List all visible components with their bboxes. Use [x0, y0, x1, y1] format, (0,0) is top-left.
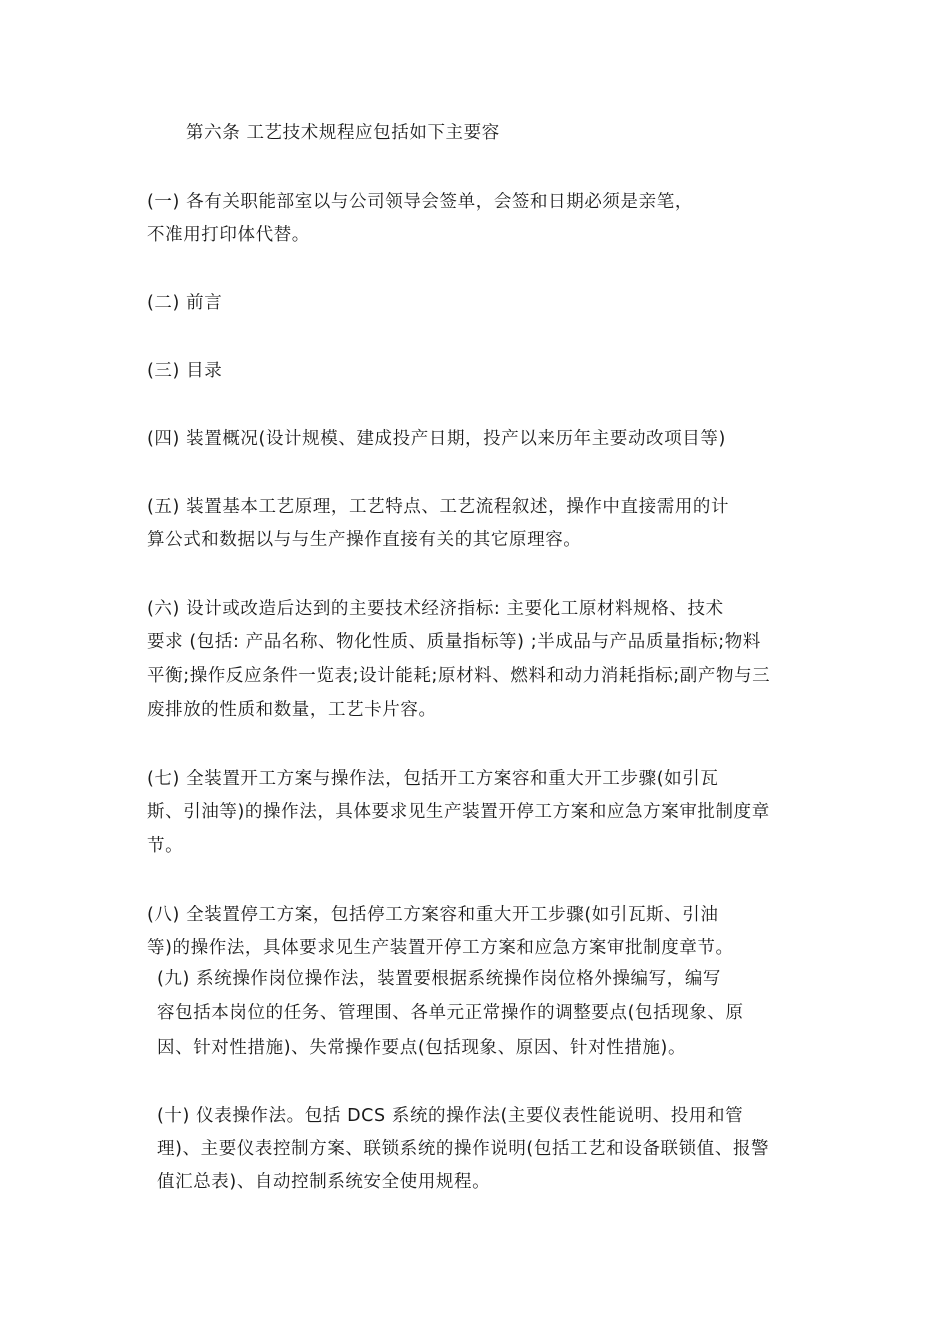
paragraph-7-line-2: 斯、引油等)的操作法，具体要求见生产装置开停工方案和应急方案审批制度章 [147, 802, 770, 822]
paragraph-9-line-1: (九) 系统操作岗位操作法，装置要根据系统操作岗位格外操编写，编写 [157, 969, 722, 989]
paragraph-10-line-2: 理)、主要仪表控制方案、联锁系统的操作说明(包括工艺和设备联锁值、报警 [157, 1139, 770, 1159]
paragraph-6-line-3: 平衡;操作反应条件一览表;设计能耗;原材料、燃料和动力消耗指标;副产物与三 [147, 666, 771, 686]
paragraph-6-line-4: 废排放的性质和数量，工艺卡片容。 [147, 700, 437, 720]
paragraph-6-line-1: (六) 设计或改造后达到的主要技术经济指标: 主要化工原材料规格、技术 [147, 599, 724, 619]
paragraph-5-line-1: (五) 装置基本工艺原理，工艺特点、工艺流程叙述，操作中直接需用的计 [147, 497, 730, 517]
paragraph-7-line-3: 节。 [147, 836, 184, 856]
paragraph-1-line-2: 不准用打印体代替。 [147, 225, 310, 245]
paragraph-8-line-1: (八) 全装置停工方案，包括停工方案容和重大开工步骤(如引瓦斯、引油 [147, 905, 719, 925]
paragraph-2-line-1: (二) 前言 [147, 293, 223, 313]
paragraph-5-line-2: 算公式和数据以与与生产操作直接有关的其它原理容。 [147, 530, 582, 550]
article-heading: 第六条 工艺技术规程应包括如下主要容 [186, 123, 500, 143]
paragraph-10-line-1: (十) 仪表操作法。包括 DCS 系统的操作法(主要仪表性能说明、投用和管 [157, 1106, 744, 1126]
paragraph-3-line-1: (三) 目录 [147, 361, 223, 381]
paragraph-6-line-2: 要求 (包括: 产品名称、物化性质、质量指标等) ;半成品与产品质量指标;物料 [147, 632, 761, 652]
paragraph-10-line-3: 值汇总表)、自动控制系统安全使用规程。 [157, 1172, 491, 1192]
paragraph-1-line-1: (一) 各有关职能部室以与公司领导会签单，会签和日期必须是亲笔， [147, 192, 693, 212]
paragraph-9-line-2: 容包括本岗位的任务、管理围、各单元正常操作的调整要点(包括现象、原 [157, 1003, 744, 1023]
paragraph-8-line-2: 等)的操作法，具体要求见生产装置开停工方案和应急方案审批制度章节。 [147, 938, 734, 958]
paragraph-4-line-1: (四) 装置概况(设计规模、建成投产日期，投产以来历年主要动改项目等) [147, 429, 726, 449]
paragraph-7-line-1: (七) 全装置开工方案与操作法，包括开工方案容和重大开工步骤(如引瓦 [147, 769, 719, 789]
paragraph-9-line-3: 因、针对性措施)、失常操作要点(包括现象、原因、针对性措施)。 [157, 1038, 687, 1058]
